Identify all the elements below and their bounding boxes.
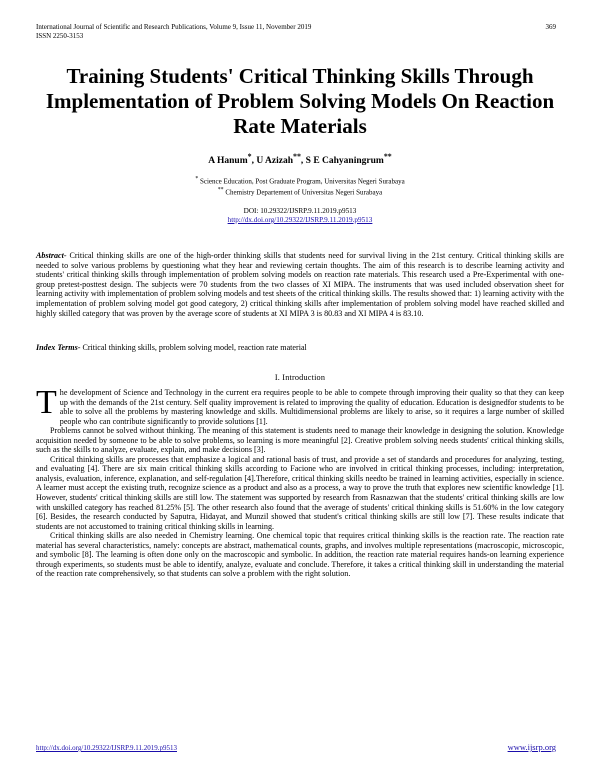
doi-link[interactable]: http://dx.doi.org/10.29322/IJSRP.9.11.2019.p9513 (227, 216, 373, 224)
paper-title: Training Students' Critical Thinking Skills Through Implementation of Problem Solving Models On Reaction Rate Materials (45, 64, 555, 138)
author-3: , S E Cahyaningrum (300, 156, 384, 167)
abstract (36, 251, 564, 318)
doi-text: DOI: 10.29322/IJSRP.9.11.2019.p9513 (243, 207, 357, 215)
affiliation-2-mark: ** (217, 187, 224, 194)
affiliation-2 (0, 186, 600, 197)
author-3-mark: ** (383, 152, 392, 161)
paragraph-1 (36, 384, 564, 426)
affiliation-1-text: Science Education, Post Graduate Program, Universitas Negeri Surabaya (198, 177, 405, 186)
running-header (36, 23, 311, 41)
affiliations (0, 175, 600, 198)
index-terms-text: - Critical thinking skills, problem solving model, reaction rate material (77, 343, 307, 352)
index-terms (36, 343, 564, 352)
affiliation-1-mark: * (195, 176, 199, 182)
abstract-text: Critical thinking skills are one of the high-order thinking skills that students need for survival living in the 21st century. Critical thinking skills are needed to solve various problems by questioning what they hear and reviewing certain thoughts. The aim of this research is to describe learning activity and students' critical thinking skills through implementation of problem solving models on reaction rate materials. This research used a Pre-Experimental with one-group pretest-posttest design. The subjects were 70 students from the two classes of XI MIPA. The instruments that was used included observation sheet for learning activity with implementation of problem solving models and test sheets of the critical thinking skills. The results showed that: 1) learning activity with the implementation of problem solving model got good category, 2) critical thinking skills after implementation of problem solving model have reached skilled and highly skilled category that was proven by the average score of students at XI MIPA 3 is 80.83 and XI MIPA 4 is 83.10. (36, 251, 564, 318)
issn: ISSN 2250-3153 (36, 32, 84, 40)
index-terms-label: Index Terms (36, 343, 78, 352)
author-1: A Hanum (208, 156, 248, 167)
journal-info: International Journal of Scientific and Research Publications, Volume 9, Issue 11, November 2019 (36, 23, 312, 31)
page-number: 369 (545, 23, 556, 31)
author-2-mark: ** (293, 152, 301, 161)
doi-block (0, 207, 600, 225)
paragraph-2: Problems cannot be solved without thinking. The meaning of this statement is students need to manage their knowledge in designing the solution. Knowledge acquisition needed by someone to be able to solve problems, so learning is more meaningful [2]. Creative problem solving needs students' critical thinking skills, such as the skills to analyze, evaluate, explain, and make decisions [3]. (36, 426, 564, 455)
affiliation-1 (0, 175, 600, 186)
footer-site-link[interactable]: www.ijsrp.org (507, 742, 556, 752)
paragraph-4: Critical thinking skills are also needed in Chemistry learning. One chemical topic that requires critical thinking skills is the reaction rate. The reaction rate material has several characteristics, namely: concepts are abstract, mathematical counts, graphs, and involves multiple representations (macroscopic, microscopic, and symbolic [8]. The learning is often done only on the macroscopic and symbolic. In addition, the reaction rate material requires hands-on learning experience through experiments, so students must be able to identify, analyze, evaluate and conclude. Therefore, it takes a critical thinking skill in understanding the material of the reaction rate comprehensively, so that students can solve a problem with the right solution. (36, 531, 564, 579)
paragraph-3: Critical thinking skills are processes that emphasize a logical and rational basis of trust, and provide a set of standards and procedures for analyzing, testing, and evaluating [4]. There are six main critical thinking skills according to Facione who are involved in critical thinking processes, including: interpretation, analysis, evaluation, inference, explanation, and self-regulation [4].Therefore, critical thinking skills needto be trained in learning activities, especially in science. A learner must accept the existing truth, recognize science as a product and also as a process, a way to prove the truth that explores new scientific knowledge [1]. However, students' critical thinking skills are still low. The statement was supported by research from Rasnazwan that the students' critical thinking skills are low with unskilled category has reached 81.25% [5]. The other research also found that the average of students' critical thinking skills is 51.60% in the low category [6]. Besides, the research conducted by Saputra, Hidayat, and Munzil showed that student's critical thinking skills are still low [7]. These results indicate that students are not accustomed to training critical thinking skills in learning. (36, 454, 564, 531)
affiliation-2-text: Chemistry Departement of Universitas Negeri Surabaya (223, 188, 383, 197)
paragraph-1-text: he development of Science and Technology in the current era requires people to be able to compete through improving their quality so that they can keep up with the demands of the 21st century. Self quality improvement is related to improving the quality of education. Education is designedfor students to be able to solve all the problems by mastering knowledge and skills. Multidimensional problems are likely to arise, so it requires a large number of skilled people who can contribute significantly to provide solutions [1]. (59, 388, 564, 426)
section-heading: I. Introduction (274, 373, 326, 382)
footer-doi-link[interactable]: http://dx.doi.org/10.29322/IJSRP.9.11.2019.p9513 (36, 744, 177, 752)
drop-cap: T (36, 384, 57, 421)
abstract-label: Abstract- (36, 251, 67, 260)
author-line (0, 152, 600, 166)
author-2: , U Azizah (251, 156, 294, 167)
author-1-mark: * (247, 152, 252, 161)
body-text (36, 384, 564, 579)
